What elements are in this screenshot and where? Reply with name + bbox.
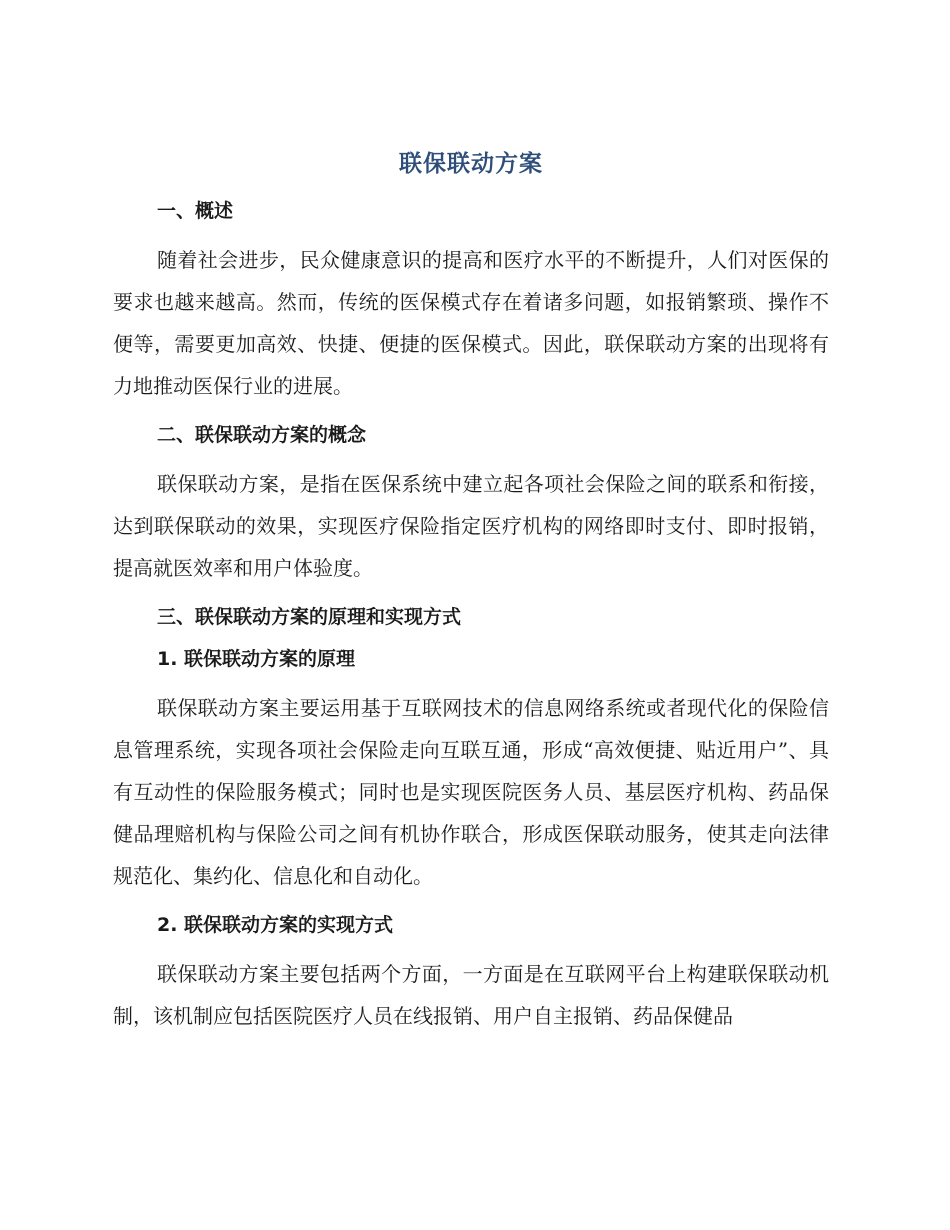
subsection-heading-principle: 1. 联保联动方案的原理 (157, 648, 356, 670)
subsection-heading-implementation: 2. 联保联动方案的实现方式 (157, 914, 394, 936)
document-page (113, 145, 829, 1043)
paragraph-concept: 联保联动方案，是指在医保系统中建立起各项社会保险之间的联系和衔接，达到联保联动的效果，实现医疗保险指定医疗机构的网络即时支付、即时报销，提高就医效率和用户体验度。 (113, 472, 829, 580)
paragraph-implementation: 联保联动方案主要包括两个方面，一方面是在互联网平台上构建联保联动机制，该机制应包括医院医疗人员在线报销、用户自主报销、药品保健品 (113, 962, 829, 1028)
section-heading-principle-implementation: 三、联保联动方案的原理和实现方式 (157, 606, 462, 628)
document-title: 联保联动方案 (399, 151, 543, 177)
section-heading-concept: 二、联保联动方案的概念 (157, 424, 367, 446)
paragraph-overview: 随着社会进步，民众健康意识的提高和医疗水平的不断提升，人们对医保的要求也越来越高。然而，传统的医保模式存在着诸多问题，如报销繁琐、操作不便等，需要更加高效、快捷、便捷的医保模式。因此，联保联动方案的出现将有力地推动医保行业的进展。 (113, 248, 829, 398)
paragraph-principle: 联保联动方案主要运用基于互联网技术的信息网络系统或者现代化的保险信息管理系统，实现各项社会保险走向互联互通，形成“高效便捷、贴近用户”、具有互动性的保险服务模式；同时也是实现医院医务人员、基层医疗机构、药品保健品理赔机构与保险公司之间有机协作联合，形成医保联动服务，使其走向法律规范化、集约化、信息化和自动化。 (113, 696, 829, 888)
section-heading-overview: 一、概述 (157, 200, 234, 222)
